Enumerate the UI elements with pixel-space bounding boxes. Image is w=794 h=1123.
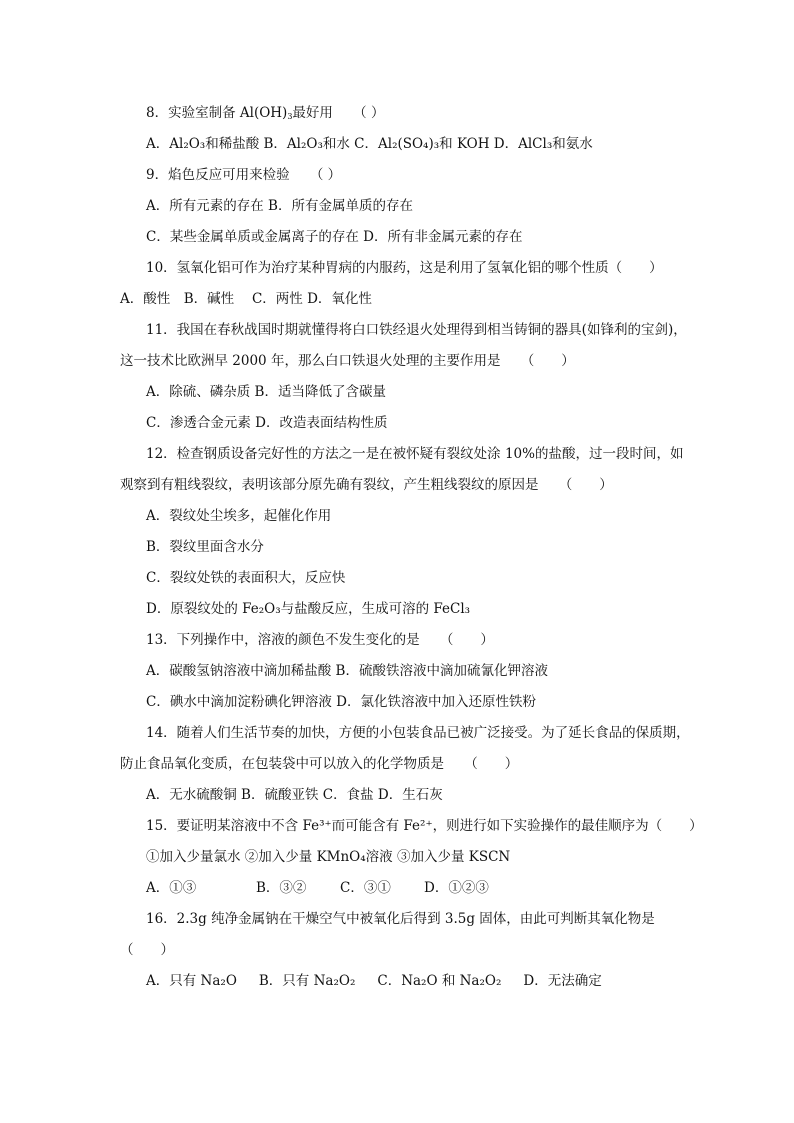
question-9-stem: 9．焰色反应可用来检验 （ ）: [146, 167, 342, 183]
question-14-stem-2: 防止食品氧化变质，在包装袋中可以放入的化学物质是 （ ）: [120, 756, 519, 772]
question-8-options: A．Al₂O₃和稀盐酸 B．Al₂O₃和水 C．Al₂(SO₄)₃和 KOH D．AlCl₃和氨水: [146, 136, 593, 152]
question-16-option-b: B．只有 Na₂O₂: [258, 973, 356, 989]
question-9-options-2: C．某些金属单质或金属离子的存在 D．所有非金属元素的存在: [146, 229, 523, 245]
question-12-option-b: B．裂纹里面含水分: [146, 539, 264, 555]
question-13-stem: 13．下列操作中，溶液的颜色不发生变化的是 （ ）: [146, 632, 494, 648]
question-10-options: A．酸性 B．碱性 C．两性 D．氧化性: [120, 291, 372, 307]
question-12-stem-2: 观察到有粗线裂纹，表明该部分原先确有裂纹，产生粗线裂纹的原因是 （ ）: [120, 477, 613, 493]
question-15-stem: 15．要证明某溶液中不含 Fe³⁺而可能含有 Fe²⁺，则进行如下实验操作的最佳顺序为（ ）: [146, 818, 703, 834]
question-15-option-a: A．①③: [146, 880, 197, 896]
question-11-stem-1: 11．我国在春秋战国时期就懂得将白口铁经退火处理得到相当铸铜的器具(如锋利的宝剑)，: [146, 322, 687, 338]
question-11-options-1: A．除硫、磷杂质 B．适当降低了含碳量: [146, 384, 386, 400]
question-10-stem: 10．氢氧化铝可作为治疗某种胃病的内服药，这是利用了氢氧化铝的哪个性质（ ）: [146, 260, 663, 276]
question-13-options-2: C．碘水中滴加淀粉碘化钾溶液 D．氯化铁溶液中加入还原性铁粉: [146, 694, 536, 710]
question-16-option-c: C．Na₂O 和 Na₂O₂: [377, 973, 502, 989]
question-14-stem-1: 14．随着人们生活节奏的加快，方便的小包装食品已被广泛接受。为了延长食品的保质期，: [146, 725, 690, 741]
question-12-option-a: A．裂纹处尘埃多，起催化作用: [146, 508, 332, 524]
question-16-stem: 16．2.3g 纯净金属钠在干燥空气中被氧化后得到 3.5g 固体，由此可判断其氧化物是: [146, 911, 655, 927]
question-list: [120, 98, 703, 997]
question-14-options: A．无水硫酸铜 B．硫酸亚铁 C．食盐 D．生石灰: [146, 787, 443, 803]
question-12-option-d: D．原裂纹处的 Fe₂O₃与盐酸反应，生成可溶的 FeCl₃: [146, 601, 471, 617]
question-9-options-1: A．所有元素的存在 B．所有金属单质的存在: [146, 198, 413, 214]
question-15-steps: ①加入少量氯水 ②加入少量 KMnO₄溶液 ③加入少量 KSCN: [146, 849, 511, 865]
question-16-option-a: A．只有 Na₂O: [146, 973, 237, 989]
question-16-option-d: D．无法确定: [523, 973, 602, 989]
question-11-stem-2: 这一技术比欧洲早 2000 年，那么白口铁退火处理的主要作用是 （ ）: [120, 353, 575, 369]
question-15-option-b: B．③②: [256, 880, 307, 896]
question-16-paren: （ ）: [120, 942, 174, 958]
question-13-options-1: A．碳酸氢钠溶液中滴加稀盐酸 B．硫酸铁溶液中滴加硫氰化钾溶液: [146, 663, 548, 679]
question-8-stem: 8．实验室制备 $Al(OH)_3$最好用 （ ）: [146, 105, 385, 121]
question-12-stem-1: 12．检查钢质设备完好性的方法之一是在被怀疑有裂纹处涂 10%的盐酸，过一段时间，如: [146, 446, 684, 462]
question-12-option-c: C．裂纹处铁的表面积大，反应快: [146, 570, 346, 586]
question-11-options-2: C．渗透合金元素 D．改造表面结构性质: [146, 415, 388, 431]
question-15-option-d: D．①②③: [424, 880, 489, 896]
question-15-options: [120, 873, 700, 904]
question-15-option-c: C．③①: [340, 880, 391, 896]
question-16-options: [120, 966, 700, 997]
